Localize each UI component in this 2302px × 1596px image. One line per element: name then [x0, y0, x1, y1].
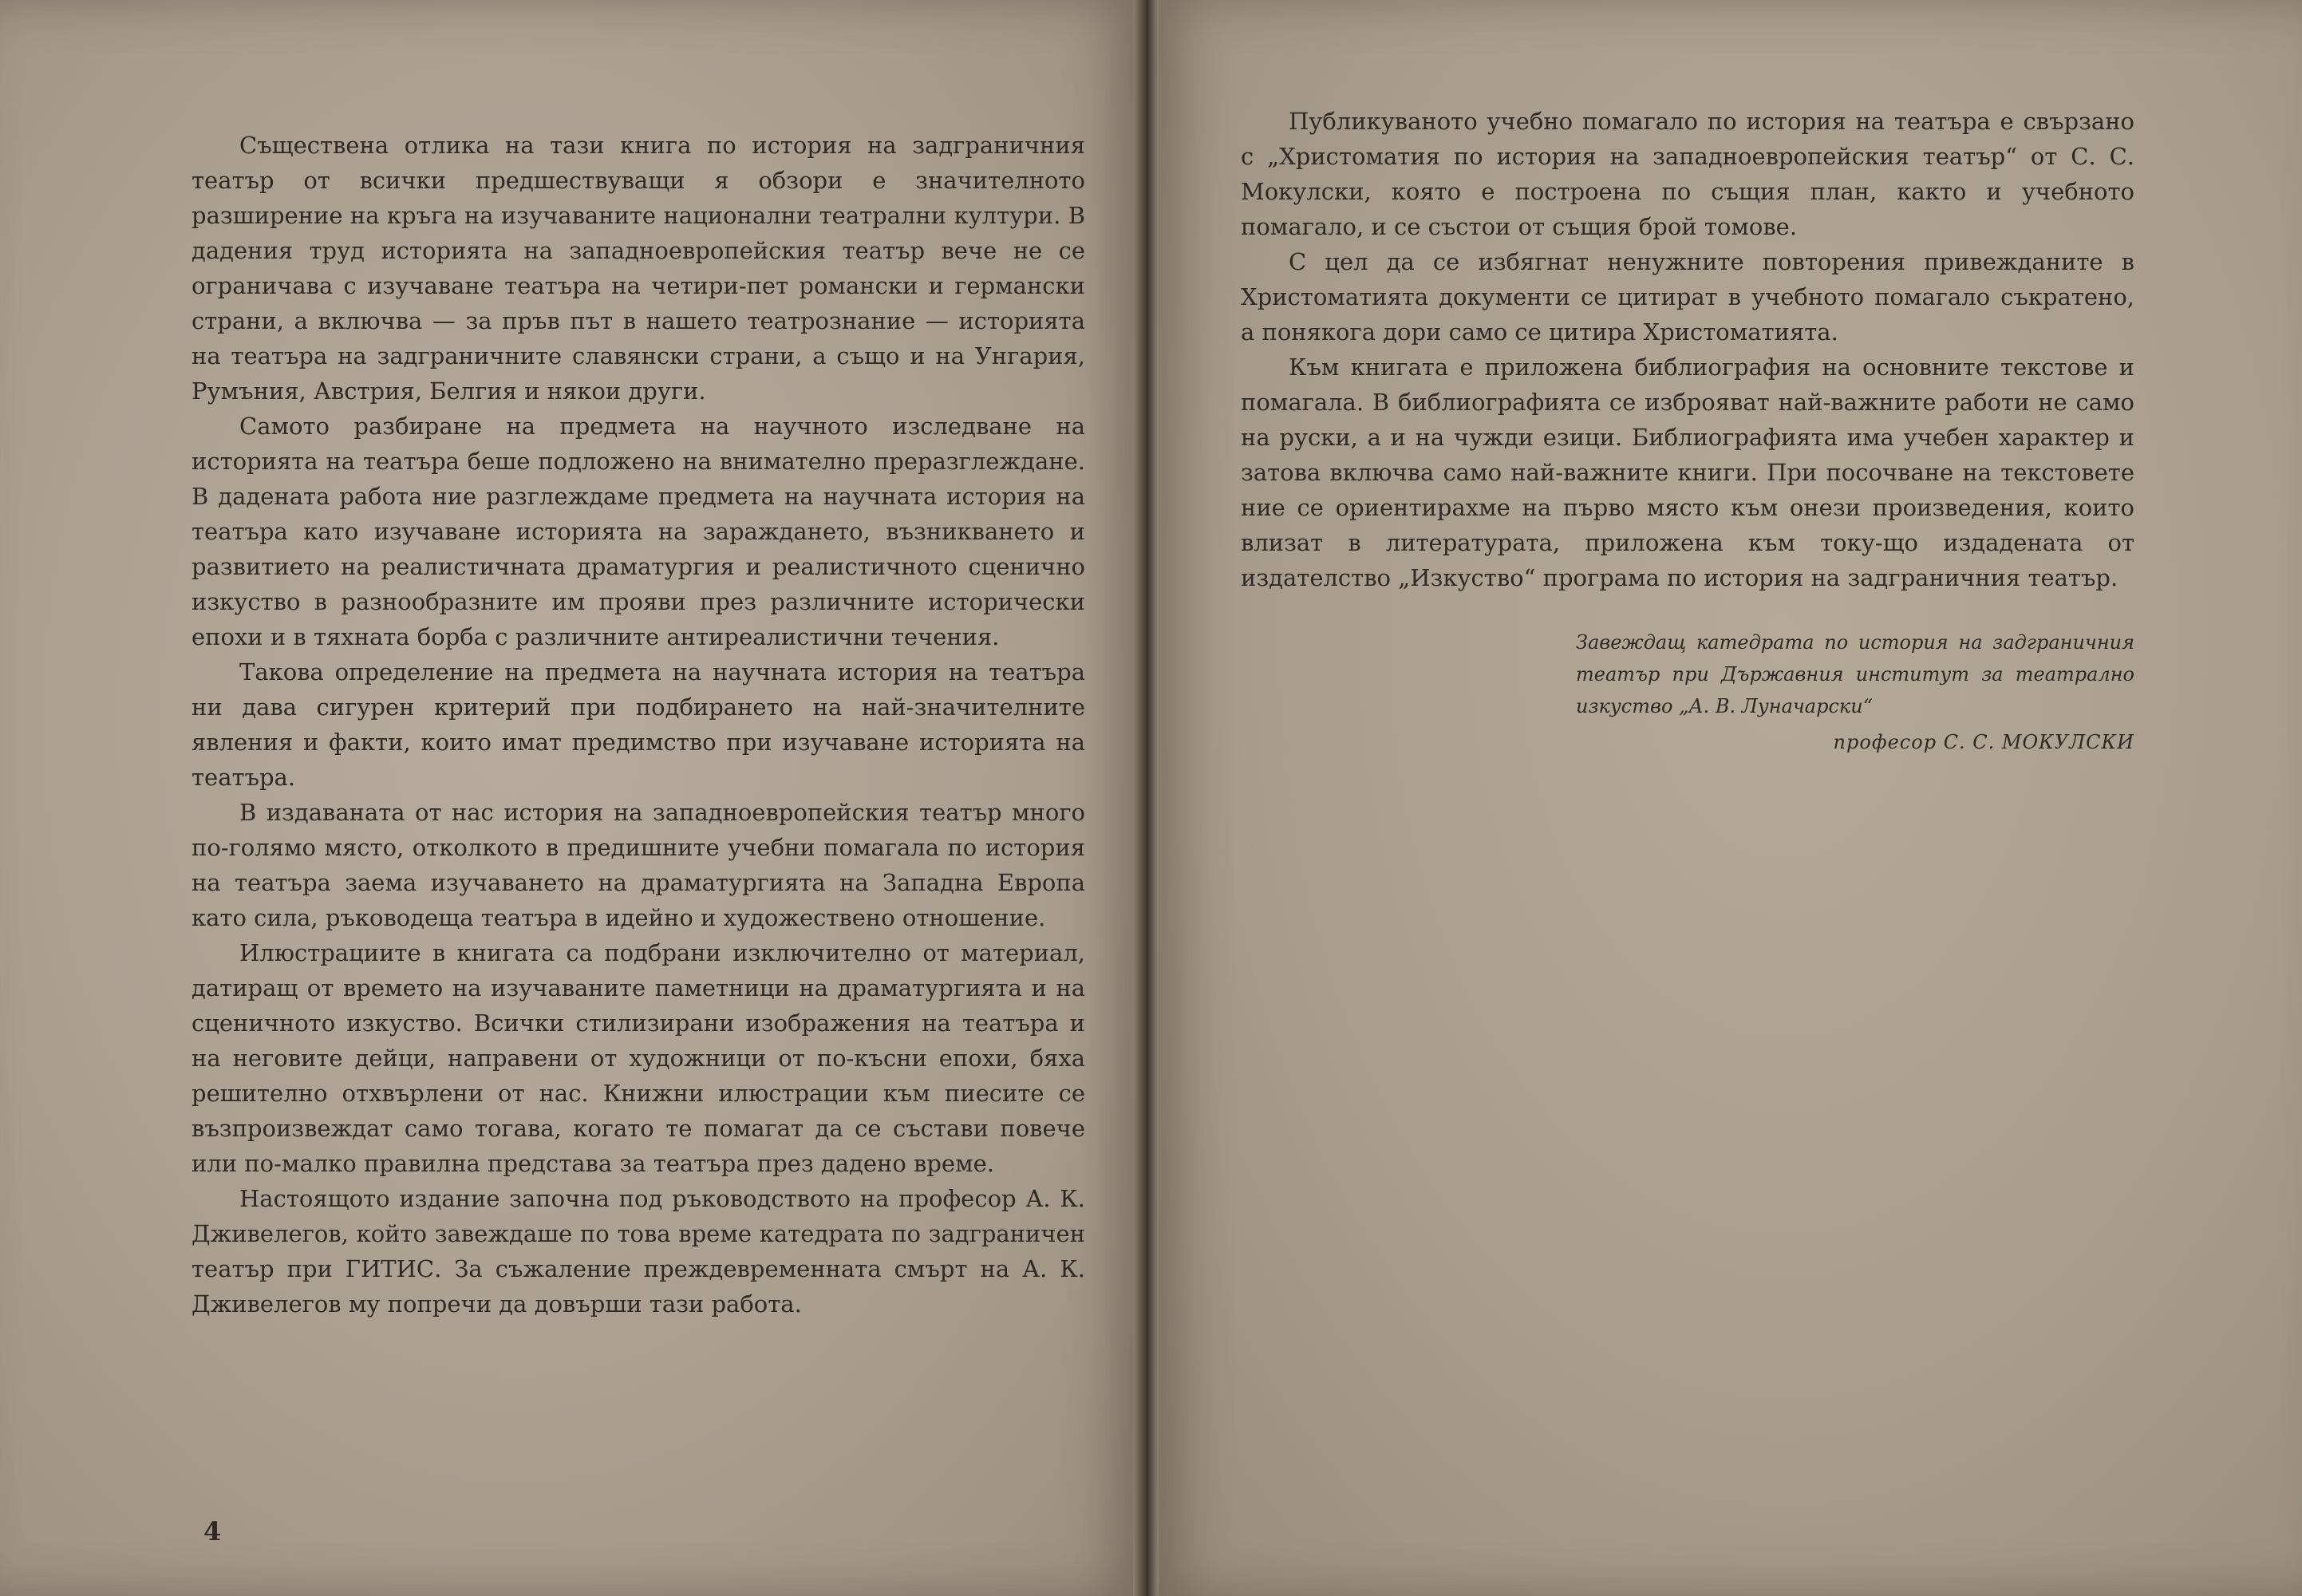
right-page-text	[1241, 104, 2134, 595]
paragraph: Съществена отлика на тази книга по история на задграничния театър от всички предшествуващи я обзори е значителното разширение на кръга на изучаваните национални театрални култури. В дадения труд историята на западноевропейския театър вече не се ограничава с изучаване театъра на четири-пет романски и германски страни, а включва — за пръв път в нашето театрознание — историята на театъра на задграничните славянски страни, а също и на Унгария, Румъния, Австрия, Белгия и някои други.	[192, 132, 1085, 405]
left-page-text	[192, 128, 1085, 1321]
paragraph: Настоящото издание започна под ръководството на професор А. К. Дживелегов, който завеждаше по това време катедрата по задграничен театър при ГИТИС. За съжаление преждевременната смърт на А. К. Дживелегов му попречи да довърши тази работа.	[192, 1185, 1085, 1317]
book-gutter	[1133, 0, 1159, 1596]
signature-name: професор С. С. МОКУЛСКИ	[1833, 731, 2134, 753]
paragraph: Илюстрациите в книгата са подбрани изключително от материал, датиращ от времето на изучаваните паметници на драматургията и на сценичното изкуство. Всички стилизирани изображения на театъра и на неговите дейци, направени от художници от по-късни епохи, бяха решително отхвърлени от нас. Книжни илюстрации към пиесите се възпроизвеждат само тогава, когато те помагат да се състави повече или по-малко правилна представа за театъра през дадено време.	[192, 939, 1085, 1177]
paragraph: Към книгата е приложена библиография на основните текстове и помагала. В библиографията се изброяват най-важните работи не само на руски, а и на чужди езици. Библиографията има учебен характер и затова включва само най-важните книги. При посочване на текстовете ние се ориентирахме на първо място към онези произведения, които влизат в литературата, приложена към току-що издадената от издателство „Изкуство“ програма по история на задграничния театър.	[1241, 354, 2134, 591]
paragraph: С цел да се избягнат ненужните повторения привежданите в Христоматията документи се цитират в учебното помагало съкратено, а понякога дори само се цитира Христоматията.	[1241, 248, 2134, 346]
paragraph: Публикуваното учебно помагало по история на театъра е свързано с „Христоматия по история на западноевропейския театър“ от С. С. Мокулски, която е построена по същия план, както и учебното помагало, и се състои от същия брой томове.	[1241, 108, 2134, 240]
page-number: 4	[203, 1516, 222, 1547]
left-page	[0, 0, 1145, 1596]
paragraph: Самото разбиране на предмета на научното изследване на историята на театъра беше подложено на внимателно преразглеждане. В дадената работа ние разглеждаме предмета на научната история на театъра като изучаване историята на зараждането, възникването и развитието на реалистичната драматургия и реалистичното сценично изкуство в разнообразните им прояви през различните исторически епохи и в тяхната борба с различните антиреалистични течения.	[192, 413, 1085, 650]
paragraph: Такова определение на предмета на научната история на театъра ни дава сигурен критерий при подбирането на най-значителните явления и факти, които имат предимство при изучаване историята на театъра.	[192, 658, 1085, 791]
right-page	[1149, 0, 2302, 1596]
paragraph: В издаваната от нас история на западноевропейския театър много по-голямо място, отколкото в предишните учебни помагала по история на театъра заема изучаването на драматургията на Западна Европа като сила, ръководеща театъра в идейно и художествено отношение.	[192, 799, 1085, 931]
signature-affiliation: Завеждащ катедрата по история на задграничния театър при Държавния институт за театрално изкуство „А. В. Луначарски“	[1576, 631, 2134, 717]
